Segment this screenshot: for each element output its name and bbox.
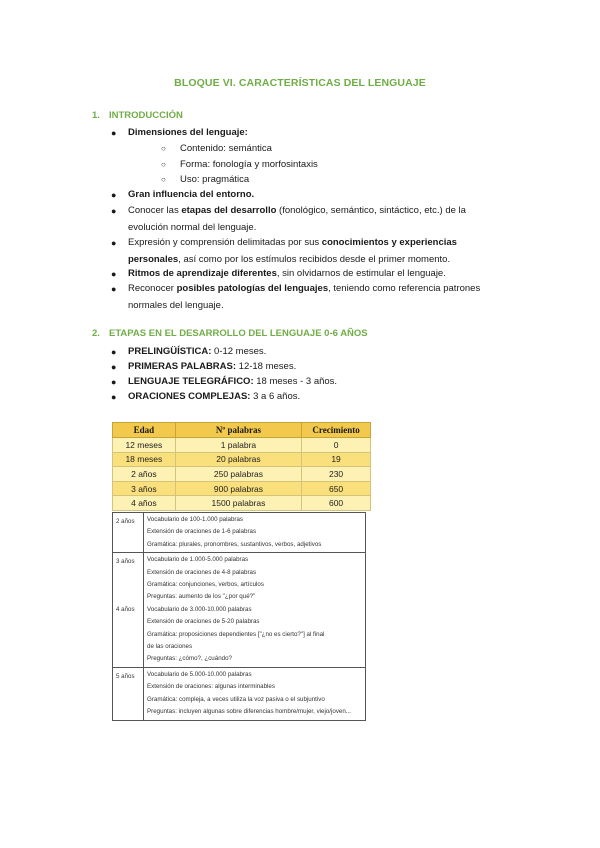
detail-line: Vocabulario de 3.000-10.000 palabras: [147, 605, 252, 613]
table-row: [113, 467, 371, 482]
bullet-etapas: [111, 203, 508, 236]
detail-line: Gramática: proposiciones dependientes ["¿no es cierto?"] al final: [147, 630, 325, 638]
bullet-icon: ●: [111, 362, 117, 372]
detail-line: Extensión de oraciones de 4-8 palabras: [147, 568, 257, 576]
details-cell: [144, 553, 366, 668]
bullet-icon: ●: [111, 269, 117, 279]
stage-label: PRELINGÜÍSTICA:: [128, 346, 212, 357]
text: (fonológico, semántico, sintáctico, etc.) de la: [276, 205, 466, 216]
text: Conocer las: [128, 205, 182, 216]
detail-line: Gramática: plurales, pronombres, sustantivos, verbos, adjetivos: [147, 540, 322, 548]
header-palabras: Nº palabras: [175, 423, 301, 438]
bullet-icon: ●: [111, 238, 117, 248]
details-cell: [144, 667, 366, 720]
table-cell: 18 meses: [113, 452, 176, 467]
detail-line: Gramática: conjunciones, verbos, artículos: [147, 581, 264, 589]
table-row: [113, 438, 371, 453]
dimension-text: Forma: fonología y morfosintaxis: [180, 159, 318, 170]
table-cell: 4 años: [113, 496, 176, 511]
stage-item: [111, 389, 508, 406]
dimension-text: Contenido: semántica: [180, 143, 272, 154]
bullet-text: Gran influencia del entorno.: [128, 189, 255, 200]
text: , teniendo como referencia patrones: [328, 283, 481, 294]
bullet-icon: ●: [111, 347, 117, 357]
bullet-entorno: [111, 187, 508, 204]
detail-line: Preguntas: ¿cómo?, ¿cuándo?: [147, 655, 232, 663]
bullet-icon: ●: [111, 190, 117, 200]
table-cell: 2 años: [113, 467, 176, 482]
text: normales del lenguaje.: [128, 299, 224, 311]
table-cell: 0: [302, 438, 371, 453]
text: , sin olvidarnos de estimular el lenguaje.: [276, 268, 446, 279]
bullet-icon: ●: [111, 284, 117, 294]
detail-line: Vocabulario de 1.000-5.000 palabras: [147, 556, 249, 564]
vocabulary-growth-table: [112, 422, 371, 511]
age-cell: [113, 513, 144, 553]
table-cell: 3 años: [113, 481, 176, 496]
table-row: [113, 667, 366, 720]
section-1-number: 1.: [92, 110, 100, 121]
table-cell: 650: [302, 481, 371, 496]
table-cell: 1500 palabras: [175, 496, 301, 511]
circle-bullet-icon: ○: [161, 144, 166, 153]
detail-line: Preguntas: aumento de los "¿por qué?": [147, 593, 256, 601]
stage-value: 18 meses - 3 años.: [253, 376, 338, 387]
stage-label: PRIMERAS PALABRAS:: [128, 361, 237, 372]
table-row: [113, 481, 371, 496]
age-label: 3 años: [116, 558, 135, 566]
bullet-icon: ●: [111, 392, 117, 402]
section-1-title: INTRODUCCIÓN: [109, 110, 183, 121]
stage-label: LENGUAJE TELEGRÁFICO:: [128, 376, 254, 387]
table-header-row: [113, 423, 371, 438]
table-row: [113, 513, 366, 553]
bullet-icon: ●: [111, 206, 117, 216]
bullet-icon: ●: [111, 377, 117, 387]
bold-text: conocimientos y experiencias: [321, 237, 457, 248]
detail-line: Preguntas: incluyen algunas sobre diferencias hombre/mujer, viejo/joven...: [147, 708, 351, 716]
bold-text: Ritmos de aprendizaje diferentes: [128, 268, 277, 279]
stage-value: 0-12 meses.: [211, 346, 267, 357]
detail-line: Vocabulario de 100-1.000 palabras: [147, 516, 243, 523]
table-row: [113, 496, 371, 511]
dimensiones-label: Dimensiones del lenguaje:: [128, 127, 248, 138]
age-label: 5 años: [116, 672, 135, 680]
detail-line: de las oraciones: [147, 643, 193, 651]
text: Expresión y comprensión delimitadas por sus: [128, 237, 322, 248]
stage-label: ORACIONES COMPLEJAS:: [128, 391, 251, 402]
header-crecimiento: Crecimiento: [302, 423, 371, 438]
bullet-patologias: [111, 281, 508, 314]
section-2-title: ETAPAS EN EL DESARROLLO DEL LENGUAJE 0-6 AÑOS: [109, 328, 368, 339]
page-title: BLOQUE VI. CARACTERÍSTICAS DEL LENGUAJE: [174, 77, 426, 89]
table-cell: 12 meses: [113, 438, 176, 453]
table-cell: 19: [302, 452, 371, 467]
table-cell: 20 palabras: [175, 452, 301, 467]
circle-bullet-icon: ○: [161, 175, 166, 184]
header-edad: Edad: [113, 423, 176, 438]
table-cell: 900 palabras: [175, 481, 301, 496]
age-label: 4 años: [116, 605, 135, 613]
age-label: 2 años: [116, 518, 135, 525]
detail-line: Vocabulario de 5.000-10.000 palabras: [147, 670, 252, 678]
bullet-dimensiones: [111, 125, 508, 142]
table-cell: 230: [302, 467, 371, 482]
section-2-heading: [92, 328, 368, 339]
table-row: [113, 452, 371, 467]
age-cell: [113, 553, 144, 668]
bold-text: posibles patologías del lenguajes: [176, 283, 329, 294]
detail-line: Extensión de oraciones: algunas interminables: [147, 683, 275, 691]
section-1-heading: [92, 110, 183, 121]
bullet-icon: ●: [111, 128, 117, 138]
sub-bullet-contenido: [161, 141, 272, 158]
text: evolución normal del lenguaje.: [128, 221, 257, 233]
table-cell: 600: [302, 496, 371, 511]
table-row: [113, 553, 366, 668]
text: , así como por los estímulos recibidos desde el primer momento.: [178, 253, 451, 265]
stage-value: 3 a 6 años.: [250, 391, 301, 402]
stage-value: 12-18 meses.: [236, 361, 297, 372]
detail-line: Gramática: compleja, a veces utiliza la voz pasiva o el subjuntivo: [147, 695, 325, 703]
detail-line: Extensión de oraciones de 5-20 palabras: [147, 618, 260, 626]
bold-text: etapas del desarrollo: [181, 205, 277, 216]
table-cell: 250 palabras: [175, 467, 301, 482]
age-cell: [113, 667, 144, 720]
language-development-table: [112, 512, 366, 721]
dimension-text: Uso: pragmática: [180, 174, 250, 185]
circle-bullet-icon: ○: [161, 160, 166, 169]
bullet-expresion: [111, 235, 508, 268]
text: Reconocer: [128, 283, 177, 294]
table-cell: 1 palabra: [175, 438, 301, 453]
detail-line: Extensión de oraciones de 1-6 palabras: [147, 528, 257, 536]
details-cell: [144, 513, 366, 553]
section-2-number: 2.: [92, 328, 100, 339]
bold-text: personales: [128, 253, 179, 265]
